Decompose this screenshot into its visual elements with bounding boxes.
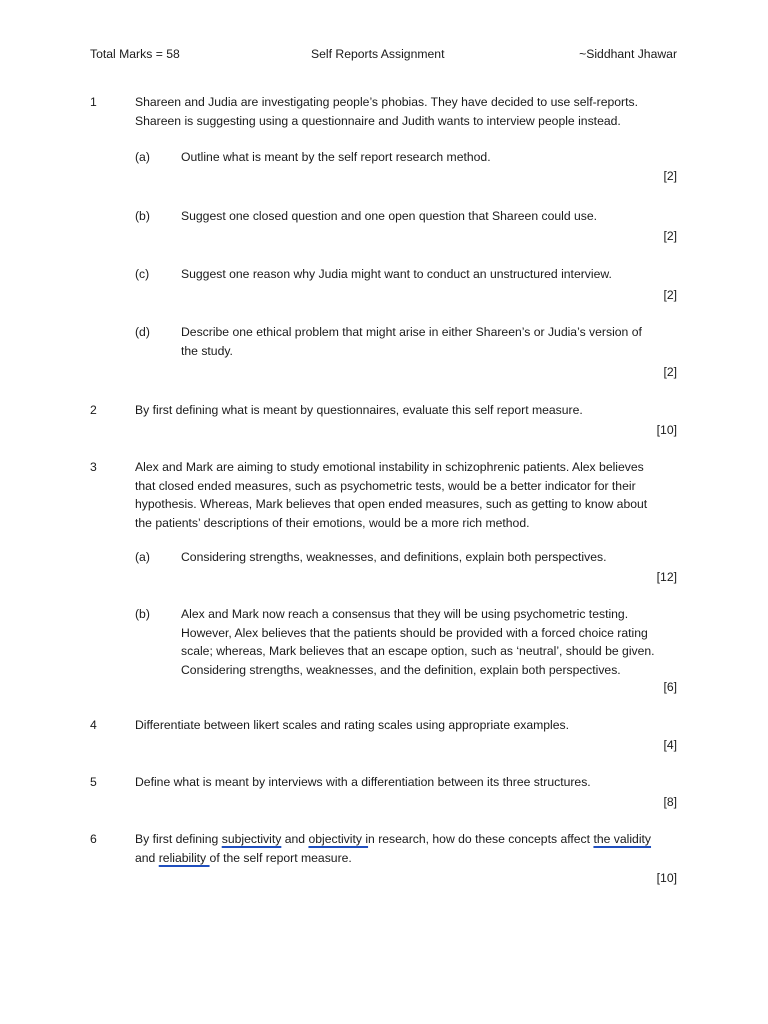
- part-label: (c): [135, 267, 150, 281]
- question-text: By first defining what is meant by questionnaires, evaluate this self report measure.: [135, 403, 583, 417]
- part-label: (b): [135, 209, 150, 223]
- part-line: However, Alex believes that the patients should be provided with a forced choice rating: [181, 625, 648, 640]
- part-line: Considering strengths, weaknesses, and the definition, explain both perspectives.: [181, 662, 621, 677]
- question-number: 4: [90, 718, 97, 732]
- question-text: [135, 93, 677, 130]
- part-line: Describe one ethical problem that might arise in either Shareen’s or Judia’s version of: [181, 325, 642, 339]
- question-number: 2: [90, 403, 97, 417]
- marks: [6]: [663, 680, 677, 694]
- question-line: Alex and Mark are aiming to study emotional instability in schizophrenic patients. Alex believes: [135, 460, 644, 474]
- part-line: the study.: [181, 343, 233, 358]
- part-text: Outline what is meant by the self report research method.: [181, 150, 491, 164]
- marks: [10]: [656, 423, 677, 437]
- assignment-title: Self Reports Assignment: [311, 47, 445, 61]
- text-segment: By first defining: [135, 832, 222, 846]
- page-header: [90, 45, 677, 65]
- text-segment: of the self report measure.: [209, 850, 352, 865]
- question-line: hypothesis. Whereas, Mark believes that open ended measures, such as getting to know about: [135, 497, 648, 511]
- text-segment: and: [135, 850, 159, 865]
- marks: [8]: [663, 795, 677, 809]
- part-line: scale; whereas, Mark believes that an escape option, such as ‘neutral’, should be given.: [181, 644, 655, 658]
- total-marks: Total Marks = 58: [90, 47, 180, 61]
- part-text: [181, 605, 677, 679]
- question-number: 1: [90, 95, 97, 109]
- author-name: ~Siddhant Jhawar: [579, 47, 677, 61]
- marks: [12]: [656, 570, 677, 584]
- part-line: Alex and Mark now reach a consensus that they will be using psychometric testing.: [181, 607, 629, 621]
- text-segment: n research, how do these concepts affect: [368, 832, 594, 846]
- part-text: Considering strengths, weaknesses, and definitions, explain both perspectives.: [181, 550, 607, 564]
- text-segment: and: [281, 832, 309, 846]
- part-text: [181, 323, 677, 360]
- question-number: 3: [90, 460, 97, 474]
- question-line: [135, 849, 677, 868]
- marks: [10]: [656, 871, 677, 885]
- part-text: Suggest one reason why Judia might want to conduct an unstructured interview.: [181, 267, 612, 281]
- question-line: Shareen is suggesting using a questionnaire and Judith wants to interview people instead.: [135, 113, 621, 128]
- question-line: that closed ended measures, such as psychometric tests, would be a better indicator for their: [135, 478, 636, 493]
- underlined-term-objectivity: objectivity i: [308, 832, 369, 846]
- question-line: the patients’ descriptions of their emotions, would be a more rich method.: [135, 515, 530, 530]
- part-label: (a): [135, 550, 150, 564]
- question-number: 5: [90, 775, 97, 789]
- question-line: [135, 830, 677, 849]
- underlined-term-subjectivity: subjectivity: [221, 832, 282, 846]
- underlined-term-reliability: reliability: [158, 850, 210, 865]
- question-text: Differentiate between likert scales and rating scales using appropriate examples.: [135, 718, 570, 732]
- question-text: [135, 458, 677, 532]
- marks: [2]: [663, 365, 677, 379]
- question-number: 6: [90, 832, 97, 846]
- part-label: (b): [135, 607, 150, 621]
- question-text: Define what is meant by interviews with a differentiation between its three structures.: [135, 775, 591, 789]
- underlined-term-validity: the validity: [593, 832, 652, 846]
- part-label: (a): [135, 150, 150, 164]
- marks: [2]: [663, 288, 677, 302]
- marks: [2]: [663, 169, 677, 183]
- marks: [4]: [663, 738, 677, 752]
- question-text: [135, 830, 677, 867]
- question-line: Shareen and Judia are investigating people’s phobias. They have decided to use self-reports.: [135, 95, 638, 109]
- part-label: (d): [135, 325, 150, 339]
- part-text: Suggest one closed question and one open question that Shareen could use.: [181, 209, 598, 223]
- marks: [2]: [663, 229, 677, 243]
